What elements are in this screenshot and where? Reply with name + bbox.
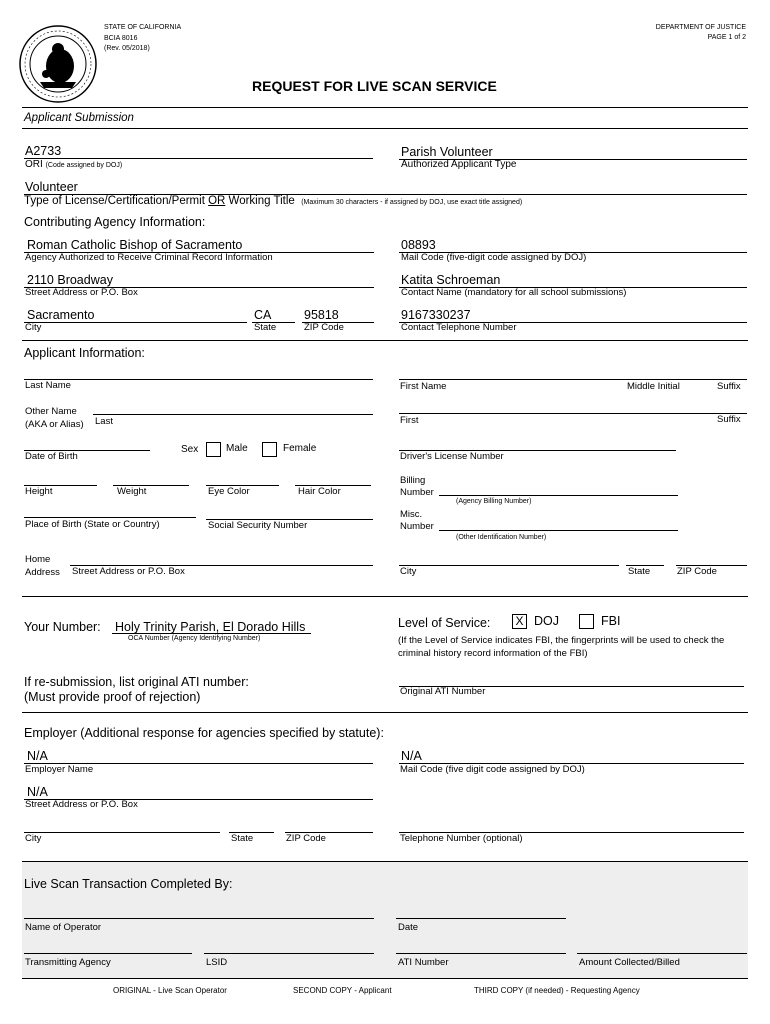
operator-name-label: Name of Operator bbox=[25, 922, 102, 933]
amount-label: Amount Collected/Billed bbox=[579, 957, 680, 968]
employer-street-label: Street Address or P.O. Box bbox=[25, 799, 138, 810]
employer-mail-label: Mail Code (five digit code assigned by DOJ) bbox=[400, 764, 585, 775]
transmitting-agency-field[interactable] bbox=[24, 953, 192, 954]
state-label: State bbox=[254, 322, 277, 333]
misc-note: (Other Identification Number) bbox=[456, 534, 547, 541]
agency-label: Agency Authorized to Receive Criminal Record Information bbox=[25, 252, 273, 263]
contributing-agency-heading: Contributing Agency Information: bbox=[24, 215, 206, 229]
contact-name-label: Contact Name (mandatory for all school submissions) bbox=[401, 287, 627, 298]
middle-initial-label: Middle Initial bbox=[627, 381, 680, 392]
ati-number-field[interactable] bbox=[396, 953, 566, 954]
lsid-label: LSID bbox=[206, 957, 228, 968]
first-name-label: First Name bbox=[400, 381, 447, 392]
height-label: Height bbox=[25, 486, 53, 497]
footer-second-copy: SECOND COPY - Applicant bbox=[293, 986, 392, 995]
fbi-label: FBI bbox=[601, 614, 621, 628]
department-name: DEPARTMENT OF JUSTICE bbox=[655, 24, 746, 31]
employer-name-value[interactable]: N/A bbox=[27, 749, 48, 763]
other-name-label: Other Name bbox=[25, 406, 77, 417]
dob-label: Date of Birth bbox=[25, 451, 78, 462]
doj-label: DOJ bbox=[534, 614, 559, 628]
city-label: City bbox=[25, 322, 42, 333]
date-label: Date bbox=[398, 922, 419, 933]
divider bbox=[22, 596, 748, 597]
place-of-birth-field[interactable] bbox=[24, 517, 196, 518]
first-name-field[interactable] bbox=[399, 379, 747, 380]
last-name-label: Last Name bbox=[25, 380, 71, 391]
state-seal-logo bbox=[18, 24, 98, 104]
level-of-service-label: Level of Service: bbox=[398, 616, 491, 630]
zip-value[interactable]: 95818 bbox=[304, 308, 339, 322]
fbi-note-line-2: criminal history record information of the FBI) bbox=[398, 648, 588, 659]
ori-label: ORI (Code assigned by DOJ) bbox=[25, 159, 123, 170]
oca-note: OCA Number (Agency Identifying Number) bbox=[128, 635, 261, 642]
live-scan-heading: Live Scan Transaction Completed By: bbox=[24, 877, 233, 891]
employer-name-label: Employer Name bbox=[25, 764, 94, 775]
ati-number-label: ATI Number bbox=[398, 957, 449, 968]
fbi-note-line-1: (If the Level of Service indicates FBI, the fingerprints will be used to check the bbox=[398, 635, 725, 646]
home-street-label: Street Address or P.O. Box bbox=[72, 566, 185, 577]
home-city-label: City bbox=[400, 566, 417, 577]
city-value[interactable]: Sacramento bbox=[27, 308, 95, 322]
sex-label: Sex bbox=[181, 444, 199, 455]
employer-heading: Employer (Additional response for agencies specified by statute): bbox=[24, 726, 384, 740]
hair-color-label: Hair Color bbox=[298, 486, 341, 497]
doj-checkbox[interactable]: X bbox=[512, 614, 527, 629]
your-number-value[interactable]: Holy Trinity Parish, El Dorado Hills bbox=[115, 620, 306, 634]
weight-label: Weight bbox=[117, 486, 147, 497]
mail-code-value[interactable]: 08893 bbox=[401, 238, 436, 252]
street-value[interactable]: 2110 Broadway bbox=[27, 273, 113, 287]
employer-street-value[interactable]: N/A bbox=[27, 785, 48, 799]
employer-zip-label: ZIP Code bbox=[286, 833, 326, 844]
phone-value[interactable]: 9167330237 bbox=[401, 308, 471, 322]
other-suffix-label: Suffix bbox=[717, 414, 741, 425]
footer-third-copy: THIRD COPY (if needed) - Requesting Agency bbox=[474, 986, 640, 995]
place-of-birth-label: Place of Birth (State or Country) bbox=[25, 519, 160, 530]
original-ati-label: Original ATI Number bbox=[400, 686, 486, 697]
home-label: Home bbox=[25, 554, 51, 565]
billing-number-label: Number bbox=[400, 487, 434, 498]
employer-mail-value[interactable]: N/A bbox=[401, 749, 422, 763]
applicant-type-label: Authorized Applicant Type bbox=[401, 159, 517, 170]
drivers-license-label: Driver's License Number bbox=[400, 451, 504, 462]
home-zip-label: ZIP Code bbox=[677, 566, 717, 577]
resubmission-label-2: (Must provide proof of rejection) bbox=[24, 690, 201, 704]
billing-label: Billing bbox=[400, 475, 426, 486]
misc-label: Misc. bbox=[400, 509, 423, 520]
page-number: PAGE 1 of 2 bbox=[707, 34, 746, 41]
suffix-label: Suffix bbox=[717, 381, 741, 392]
employer-state-label: State bbox=[231, 833, 254, 844]
section-heading-applicant-submission: Applicant Submission bbox=[24, 112, 134, 124]
divider bbox=[22, 978, 748, 979]
form-number: BCIA 8016 bbox=[104, 35, 138, 42]
other-first-name-field[interactable] bbox=[399, 413, 747, 414]
mail-code-label: Mail Code (five-digit code assigned by DOJ) bbox=[401, 252, 587, 263]
fbi-checkbox[interactable] bbox=[579, 614, 594, 629]
agency-value[interactable]: Roman Catholic Bishop of Sacramento bbox=[27, 238, 243, 252]
resubmission-label-1: If re-submission, list original ATI number: bbox=[24, 675, 249, 689]
applicant-type-value[interactable]: Parish Volunteer bbox=[401, 145, 493, 159]
transmitting-agency-label: Transmitting Agency bbox=[25, 957, 111, 968]
divider bbox=[22, 128, 748, 129]
date-field[interactable] bbox=[396, 918, 566, 919]
employer-city-field[interactable] bbox=[24, 832, 220, 833]
employer-city-label: City bbox=[25, 833, 42, 844]
billing-note: (Agency Billing Number) bbox=[456, 498, 532, 505]
eye-color-label: Eye Color bbox=[208, 486, 250, 497]
license-value[interactable]: Volunteer bbox=[25, 180, 78, 194]
ssn-label: Social Security Number bbox=[208, 520, 308, 531]
contact-name-value[interactable]: Katita Schroeman bbox=[401, 273, 501, 287]
male-checkbox[interactable] bbox=[206, 442, 221, 457]
divider bbox=[22, 340, 748, 341]
street-label: Street Address or P.O. Box bbox=[25, 287, 138, 298]
other-last-label: Last bbox=[95, 416, 113, 427]
home-state-label: State bbox=[628, 566, 651, 577]
divider bbox=[22, 107, 748, 108]
license-label: Type of License/Certification/Permit OR Working Title (Maximum 30 characters - if assigned by DOJ, use exact title assigned) bbox=[24, 195, 523, 207]
misc-number-label: Number bbox=[400, 521, 434, 532]
last-name-field[interactable] bbox=[24, 379, 373, 380]
divider bbox=[22, 712, 748, 713]
other-last-name-field[interactable] bbox=[93, 414, 373, 415]
operator-name-field[interactable] bbox=[24, 918, 374, 919]
female-checkbox[interactable] bbox=[262, 442, 277, 457]
amount-field[interactable] bbox=[577, 953, 747, 954]
aka-label: (AKA or Alias) bbox=[25, 419, 84, 430]
applicant-information-heading: Applicant Information: bbox=[24, 346, 145, 360]
misc-number-field[interactable] bbox=[439, 530, 678, 531]
zip-label: ZIP Code bbox=[304, 322, 344, 333]
your-number-label: Your Number: bbox=[24, 620, 101, 634]
form-revision: (Rev. 05/2018) bbox=[104, 45, 150, 52]
home-city-field[interactable] bbox=[399, 565, 619, 566]
lsid-field[interactable] bbox=[204, 953, 374, 954]
address-label: Address bbox=[25, 567, 60, 578]
other-first-label: First bbox=[400, 415, 419, 426]
page-title: REQUEST FOR LIVE SCAN SERVICE bbox=[252, 78, 497, 94]
state-value[interactable]: CA bbox=[254, 308, 272, 322]
billing-number-field[interactable] bbox=[439, 495, 678, 496]
female-label: Female bbox=[283, 443, 317, 454]
phone-label: Contact Telephone Number bbox=[401, 322, 517, 333]
ori-value[interactable]: A2733 bbox=[25, 144, 62, 158]
employer-phone-label: Telephone Number (optional) bbox=[400, 833, 523, 844]
footer-original: ORIGINAL - Live Scan Operator bbox=[113, 986, 227, 995]
male-label: Male bbox=[226, 443, 248, 454]
state-name: STATE OF CALIFORNIA bbox=[104, 24, 182, 31]
